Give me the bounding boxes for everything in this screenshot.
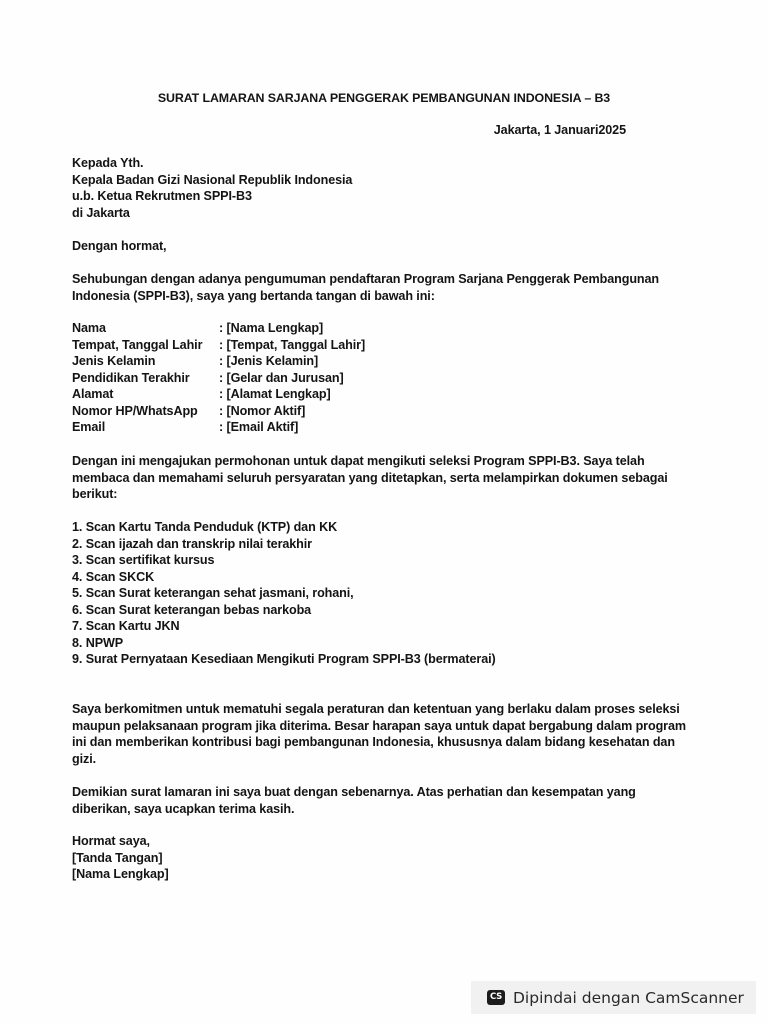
signature-line: [Tanda Tangan]	[72, 850, 163, 865]
applicant-fields	[72, 320, 365, 436]
camscanner-label: Dipindai dengan CamScanner	[513, 988, 744, 1007]
field-value: : [Nomor Aktif]	[219, 403, 306, 418]
field-row-email	[72, 419, 365, 436]
field-value: : [Alamat Lengkap]	[219, 387, 331, 401]
intro-paragraph	[72, 271, 659, 304]
field-label: Alamat	[72, 387, 114, 401]
list-item: 8. NPWP	[72, 635, 124, 650]
signature-line: [Nama Lengkap]	[72, 867, 169, 881]
field-label: Nama	[72, 321, 106, 335]
application-paragraph	[72, 453, 668, 503]
signature-block	[72, 833, 169, 883]
closing-line: diberikan, saya ucapkan terima kasih.	[72, 801, 295, 816]
commitment-line: Saya berkomitmen untuk mematuhi segala peraturan dan ketentuan yang berlaku dalam proses seleksi	[72, 702, 680, 716]
date-line: Jakarta, 1 Januari2025	[493, 123, 626, 137]
field-label: Pendidikan Terakhir	[72, 370, 190, 385]
field-value: : [Gelar dan Jurusan]	[219, 370, 344, 385]
list-item: 2. Scan ijazah dan transkrip nilai terakhir	[72, 536, 312, 551]
application-line: Dengan ini mengajukan permohonan untuk dapat mengikuti seleksi Program SPPI-B3. Saya telah	[72, 454, 645, 468]
recipient-block	[72, 155, 352, 221]
field-label: Email	[72, 420, 106, 434]
field-value: : [Nama Lengkap]	[219, 321, 324, 335]
documents-list	[72, 519, 496, 668]
list-item: 3. Scan sertifikat kursus	[72, 553, 215, 567]
commitment-line: maupun pelaksanaan program jika diterima. Besar harapan saya untuk dapat bergabung dalam program	[72, 718, 686, 733]
application-line: membaca dan memahami seluruh persyaratan yang ditetapkan, serta melampirkan dokumen sebagai	[72, 470, 668, 485]
intro-line: Indonesia (SPPI-B3), saya yang bertanda tangan di bawah ini:	[72, 288, 435, 303]
list-item: 4. Scan SKCK	[72, 569, 155, 584]
field-row-alamat	[72, 386, 365, 403]
list-item: 6. Scan Surat keterangan bebas narkoba	[72, 602, 312, 617]
list-item: 5. Scan Surat keterangan sehat jasmani, rohani,	[72, 586, 354, 600]
camscanner-watermark	[471, 981, 756, 1014]
recipient-line: u.b. Ketua Rekrutmen SPPI-B3	[72, 189, 252, 203]
field-value: : [Tempat, Tanggal Lahir]	[219, 337, 366, 352]
recipient-line: Kepada Yth.	[72, 156, 144, 170]
camscanner-icon: CS	[487, 990, 505, 1005]
field-label: Nomor HP/WhatsApp	[72, 403, 198, 418]
intro-line: Sehubungan dengan adanya pengumuman pendaftaran Program Sarjana Penggerak Pembangunan	[72, 272, 660, 286]
application-line: berikut:	[72, 487, 118, 501]
letter-title: SURAT LAMARAN SARJANA PENGGERAK PEMBANGUNAN INDONESIA – B3	[157, 91, 611, 105]
field-label: Tempat, Tanggal Lahir	[72, 337, 203, 352]
commitment-paragraph	[72, 701, 686, 767]
field-row-nama	[72, 320, 365, 337]
closing-paragraph	[72, 784, 636, 817]
field-row-nomor-hp	[72, 403, 365, 420]
field-value: : [Jenis Kelamin]	[219, 354, 319, 368]
commitment-line: gizi.	[72, 751, 96, 766]
list-item: 7. Scan Kartu JKN	[72, 619, 180, 633]
recipient-line: di Jakarta	[72, 205, 130, 220]
greeting: Dengan hormat,	[72, 239, 167, 253]
field-value: : [Email Aktif]	[219, 420, 299, 434]
commitment-line: ini dan memberikan kontribusi bagi pembangunan Indonesia, khususnya dalam bidang kesehatan dan	[72, 735, 675, 749]
field-row-jenis-kelamin	[72, 353, 365, 370]
recipient-line: Kepala Badan Gizi Nasional Republik Indonesia	[72, 172, 353, 187]
field-row-pendidikan	[72, 370, 365, 387]
list-item: 1. Scan Kartu Tanda Penduduk (KTP) dan KK	[72, 520, 338, 534]
field-label: Jenis Kelamin	[72, 354, 156, 368]
closing-line: Demikian surat lamaran ini saya buat dengan sebenarnya. Atas perhatian dan kesempatan yang	[72, 785, 636, 799]
field-row-ttl	[72, 337, 365, 354]
signature-line: Hormat saya,	[72, 834, 150, 848]
list-item: 9. Surat Pernyataan Kesediaan Mengikuti Program SPPI-B3 (bermaterai)	[72, 652, 496, 666]
